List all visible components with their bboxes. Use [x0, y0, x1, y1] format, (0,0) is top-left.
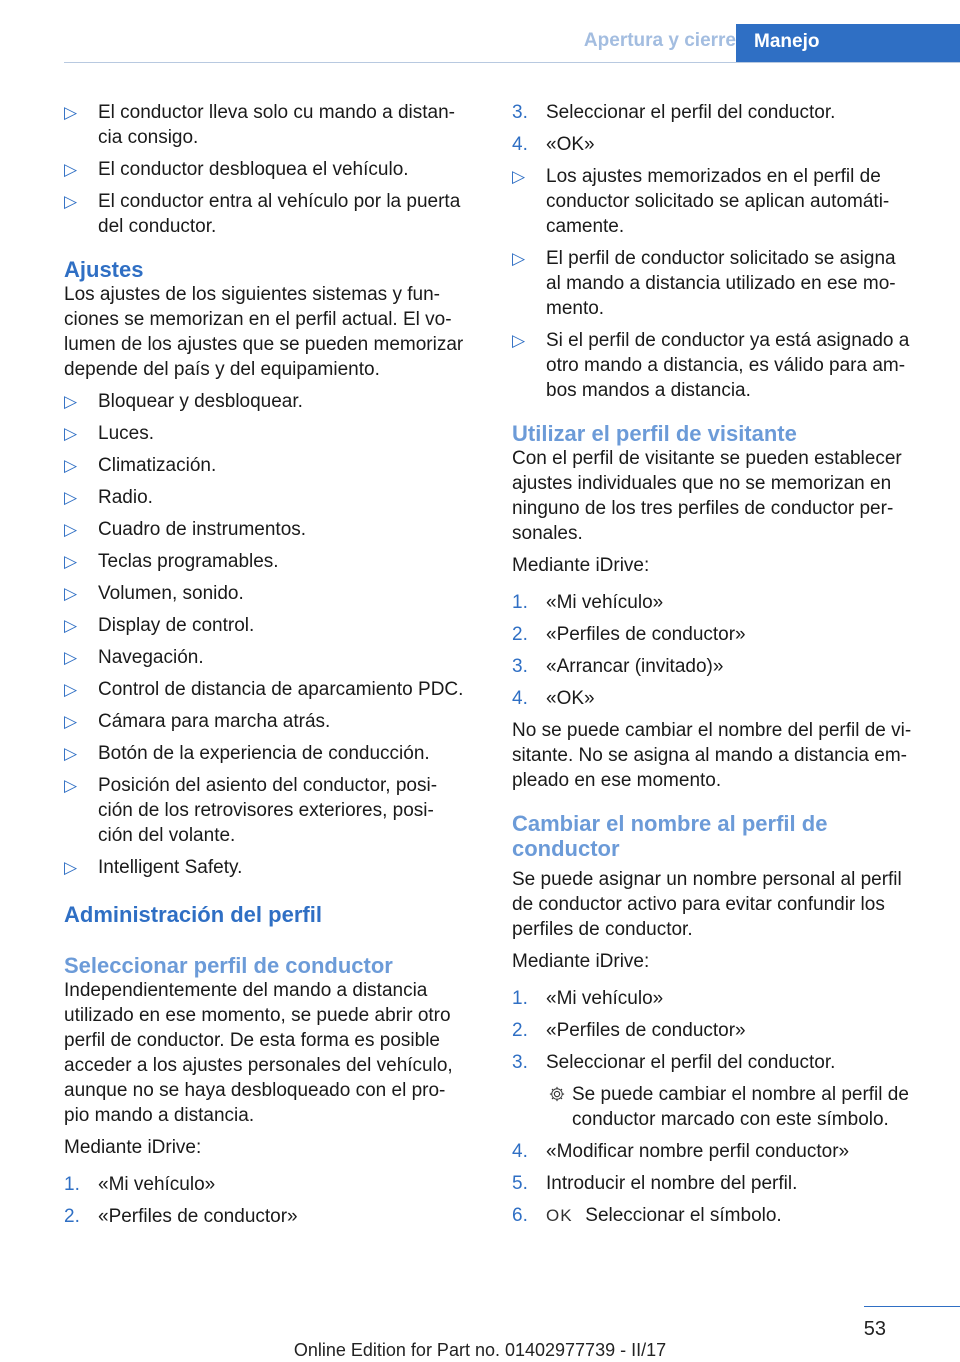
rename-substep [512, 1082, 928, 1132]
step-text: «Perfiles de conductor» [98, 1206, 298, 1227]
triangle-right-icon: ▷ [512, 167, 526, 186]
step-number: 3. [512, 656, 528, 677]
triangle-right-icon: ▷ [64, 456, 78, 475]
bullet-item [64, 855, 480, 880]
ok-icon: OK [546, 1206, 573, 1225]
triangle-right-icon: ▷ [512, 249, 526, 268]
header-rule [64, 62, 960, 63]
bullet-item [64, 453, 480, 478]
triangle-right-icon: ▷ [64, 552, 78, 571]
section-tab-apertura: Apertura y cierre [583, 30, 736, 51]
step-text: «OK» [546, 134, 595, 155]
triangle-right-icon: ▷ [512, 331, 526, 350]
step-item [64, 1172, 480, 1197]
bullet-text: Posición del asiento del conductor, posi- ción de los retrovisores exteriores, posi- ción del volante. [98, 775, 438, 846]
bullet-item [64, 741, 480, 766]
ajustes-list [64, 389, 480, 880]
step-number: 1. [64, 1174, 80, 1195]
step-number: 4. [512, 688, 528, 709]
step-text: «Arrancar (invitado)» [546, 656, 724, 677]
step-text: Seleccionar el símbolo. [585, 1205, 782, 1226]
result-bullet-list [512, 164, 928, 403]
step-text: Introducir el nombre del perfil. [546, 1173, 798, 1194]
step-text: «Mi vehículo» [98, 1174, 216, 1195]
triangle-right-icon: ▷ [64, 584, 78, 603]
bullet-text: Intelligent Safety. [98, 857, 243, 878]
step-text: Seleccionar el perfil del conductor. [546, 102, 836, 123]
step-number: 3. [512, 102, 528, 123]
bullet-text: Display de control. [98, 615, 255, 636]
step-item [512, 986, 928, 1011]
bullet-item [64, 485, 480, 510]
rename-heading: Cambiar el nombre al perfil de conductor [512, 811, 828, 861]
bullet-item [64, 773, 480, 848]
triangle-right-icon: ▷ [64, 488, 78, 507]
bullet-text: El conductor desbloquea el vehículo. [98, 159, 409, 180]
bullet-text: Botón de la experiencia de conducción. [98, 743, 430, 764]
bullet-text: Luces. [98, 423, 154, 444]
page-number: 53 [863, 1318, 886, 1340]
step-text: «OK» [546, 688, 595, 709]
step-number: 2. [64, 1206, 80, 1227]
bullet-text: Los ajustes memorizados en el perfil de conductor solicitado se aplican automáti- camente. [546, 166, 890, 237]
triangle-right-icon: ▷ [64, 192, 78, 211]
page-header [64, 24, 960, 62]
step-item [512, 686, 928, 711]
triangle-right-icon: ▷ [64, 648, 78, 667]
select-profile-paragraph: Independientemente del mando a distancia utilizado en ese momento, se puede abrir otro perfil de conductor. De esta forma es posible acceder a los ajustes personales del vehículo, aunque no se haya desbloqueado con el pro- pio mando a distancia. [64, 980, 453, 1126]
mediante-label-guest: Mediante iDrive: [512, 555, 650, 576]
triangle-right-icon: ▷ [64, 424, 78, 443]
step-item [512, 1018, 928, 1043]
triangle-right-icon: ▷ [64, 680, 78, 699]
rename-paragraph: Se puede asignar un nombre personal al perfil de conductor activo para evitar confundir los perfiles de conductor. [512, 869, 902, 940]
bullet-text: Teclas programables. [98, 551, 279, 572]
ajustes-paragraph: Los ajustes de los siguientes sistemas y fun- ciones se memorizan en el perfil actual. El vo- lumen de los ajustes que se pueden memorizar depende del país y del equipamiento. [64, 284, 464, 380]
select-steps-list [64, 1172, 480, 1229]
bullet-text: Control de distancia de aparcamiento PDC. [98, 679, 464, 700]
top-bullet-list [64, 100, 480, 239]
ajustes-heading: Ajustes [64, 257, 144, 282]
section-tab-manejo: Manejo [736, 24, 960, 62]
triangle-right-icon: ▷ [64, 712, 78, 731]
bullet-item [64, 549, 480, 574]
select-profile-heading: Seleccionar perfil de conductor [64, 953, 393, 978]
rename-steps-list-b [512, 1139, 928, 1196]
bullet-item [64, 157, 480, 182]
step-item [512, 622, 928, 647]
mediante-label: Mediante iDrive: [64, 1137, 202, 1158]
footer-rule [864, 1306, 960, 1307]
bullet-item [512, 328, 928, 403]
step-6 [512, 1203, 928, 1228]
bullet-text: Si el perfil de conductor ya está asignado a otro mando a distancia, es válido para am- bos mandos a distancia. [546, 330, 910, 401]
step-item [512, 654, 928, 679]
left-column [64, 100, 480, 1236]
gear-icon [546, 1082, 568, 1132]
bullet-text: Volumen, sonido. [98, 583, 244, 604]
step-text: «Perfiles de conductor» [546, 624, 746, 645]
bullet-item [64, 709, 480, 734]
step-number: 6. [512, 1205, 528, 1226]
bullet-item [64, 421, 480, 446]
bullet-item [64, 189, 480, 239]
step-item [512, 1171, 928, 1196]
bullet-text: Cámara para marcha atrás. [98, 711, 331, 732]
bullet-item [64, 389, 480, 414]
bullet-text: El conductor lleva solo cu mando a distan- cia consigo. [98, 102, 455, 148]
step-number: 2. [512, 1020, 528, 1041]
bullet-item [64, 581, 480, 606]
step-item [64, 1204, 480, 1229]
step-number: 4. [512, 1141, 528, 1162]
triangle-right-icon: ▷ [64, 160, 78, 179]
step-number: 2. [512, 624, 528, 645]
triangle-right-icon: ▷ [64, 392, 78, 411]
bullet-item [64, 517, 480, 542]
bullet-item [64, 645, 480, 670]
bullet-text: Cuadro de instrumentos. [98, 519, 307, 540]
step-item [512, 100, 928, 125]
triangle-right-icon: ▷ [64, 103, 78, 122]
step-text: «Modificar nombre perfil conductor» [546, 1141, 850, 1162]
bullet-item [64, 100, 480, 150]
step-number: 4. [512, 134, 528, 155]
step-number: 1. [512, 988, 528, 1009]
bullet-text: Bloquear y desbloquear. [98, 391, 303, 412]
rename-substep-text: Se puede cambiar el nombre al perfil de conductor marcado con este símbolo. [572, 1084, 909, 1130]
mediante-label-rename: Mediante iDrive: [512, 951, 650, 972]
step-item [512, 1139, 928, 1164]
step-number: 3. [512, 1052, 528, 1073]
admin-heading: Administración del perfil [64, 902, 322, 927]
step-number: 1. [512, 592, 528, 613]
step-text: Seleccionar el perfil del conductor. [546, 1052, 836, 1073]
edition-footer: Online Edition for Part no. 01402977739 - II/17 [293, 1340, 667, 1360]
bullet-text: Radio. [98, 487, 153, 508]
right-column [512, 100, 928, 1235]
guest-profile-heading: Utilizar el perfil de visitante [512, 421, 797, 446]
bullet-text: El perfil de conductor solicitado se asigna al mando a distancia utilizado en ese mo- mento. [546, 248, 896, 319]
bullet-item [512, 164, 928, 239]
step-item [512, 132, 928, 157]
step-item [512, 1050, 928, 1075]
guest-steps-list [512, 590, 928, 711]
guest-profile-paragraph: Con el perfil de visitante se pueden establecer ajustes individuales que no se memorizan en ninguno de los tres perfiles de conductor per- sonales. [512, 448, 902, 544]
bullet-item [512, 246, 928, 321]
bullet-text: Navegación. [98, 647, 204, 668]
triangle-right-icon: ▷ [64, 744, 78, 763]
rename-steps-list [512, 986, 928, 1075]
guest-note: No se puede cambiar el nombre del perfil de vi- sitante. No se asigna al mando a distancia em- pleado en ese momento. [512, 720, 912, 791]
step-text: «Mi vehículo» [546, 988, 664, 1009]
triangle-right-icon: ▷ [64, 858, 78, 877]
triangle-right-icon: ▷ [64, 520, 78, 539]
bullet-item [64, 677, 480, 702]
select-steps-continued [512, 100, 928, 157]
bullet-text: El conductor entra al vehículo por la puerta del conductor. [98, 191, 461, 237]
triangle-right-icon: ▷ [64, 616, 78, 635]
step-number: 5. [512, 1173, 528, 1194]
step-item [512, 590, 928, 615]
step-text: «Perfiles de conductor» [546, 1020, 746, 1041]
bullet-text: Climatización. [98, 455, 217, 476]
step-text: «Mi vehículo» [546, 592, 664, 613]
triangle-right-icon: ▷ [64, 776, 78, 795]
bullet-item [64, 613, 480, 638]
